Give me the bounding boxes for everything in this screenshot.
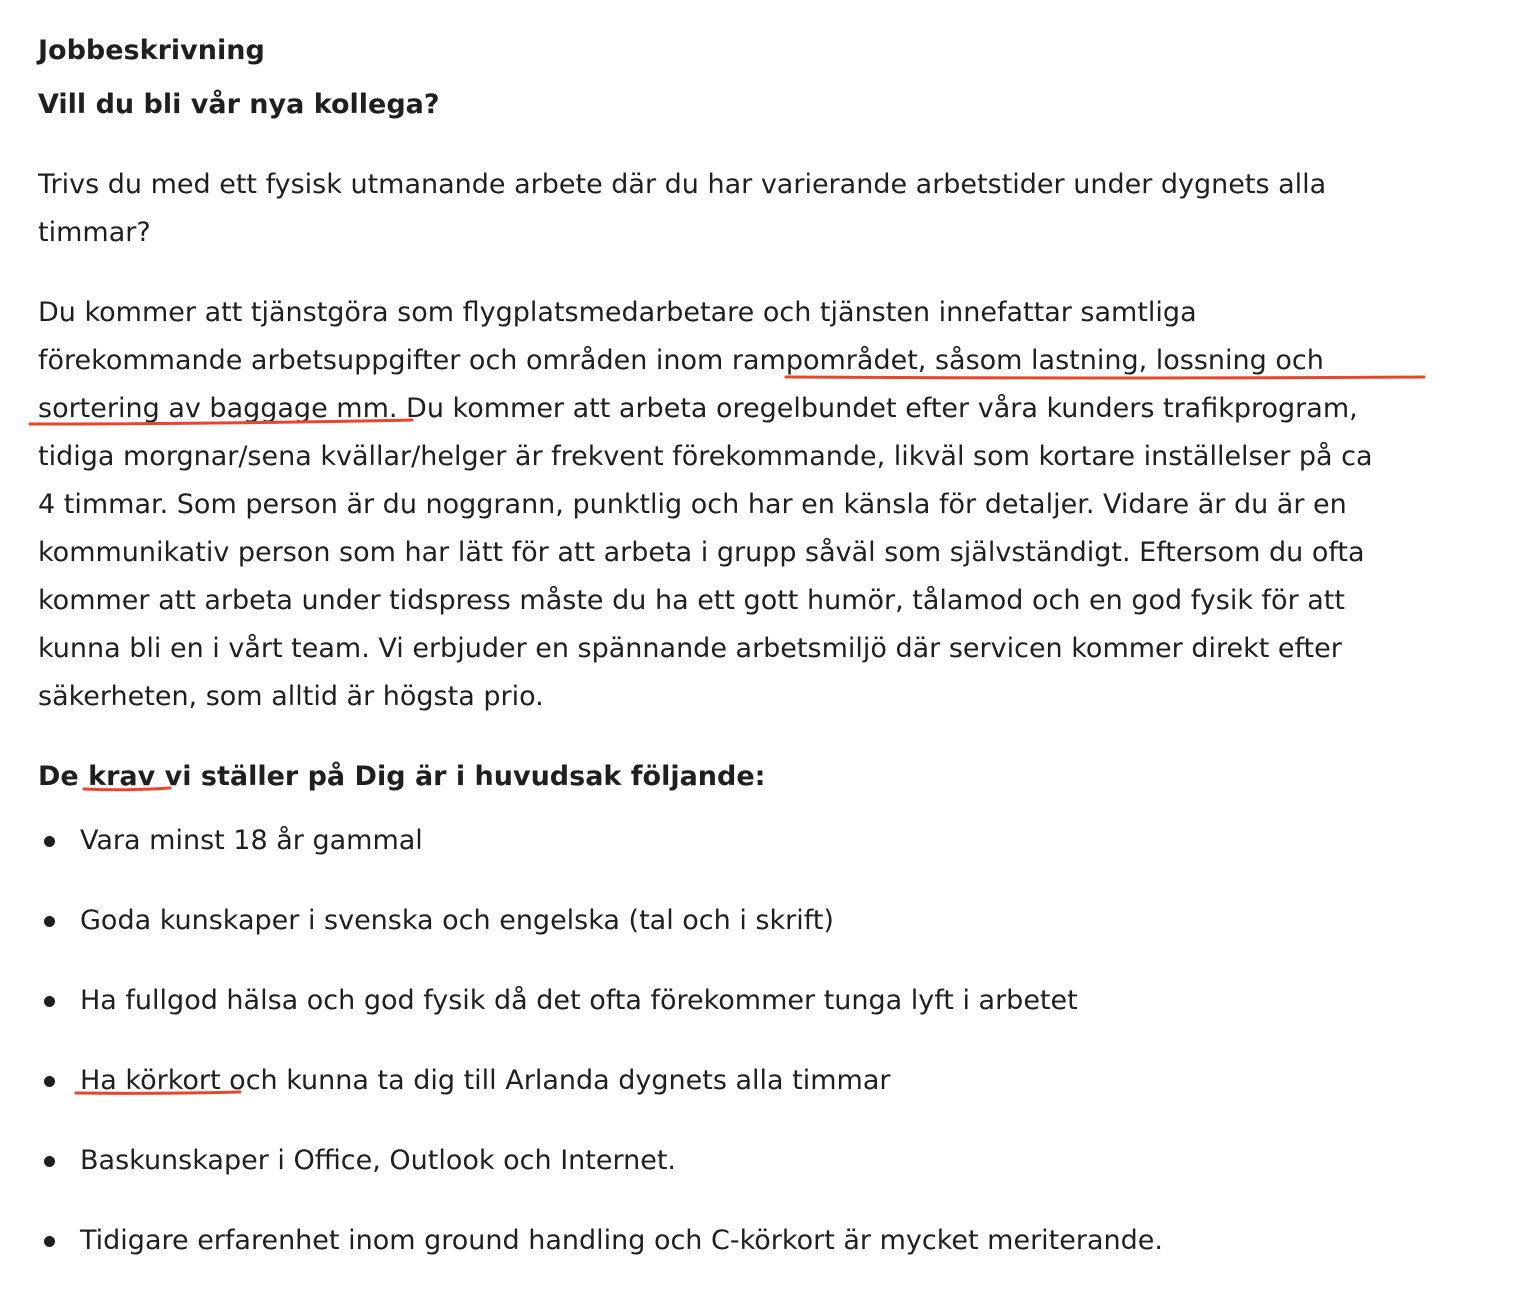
bullet-icon (44, 1076, 55, 1087)
bullet-icon (44, 916, 55, 927)
bullet-icon (44, 1236, 55, 1247)
text-line: 4 timmar. Som person är du noggrann, punktlig och har en känsla för detaljer. Vidare är du är en (38, 489, 1347, 520)
text-line: kommer att arbeta under tidspress måste du ha ett gott humör, tålamod och en god fysik för att (38, 585, 1345, 616)
section-heading: Jobbeskrivning (38, 35, 265, 66)
list-item-text: Ha fullgod hälsa och god fysik då det ofta förekommer tunga lyft i arbetet (80, 985, 1078, 1016)
section-subheading: Vill du bli vår nya kollega? (38, 89, 440, 120)
list-item-text: Goda kunskaper i svenska och engelska (tal och i skrift) (80, 905, 834, 936)
text-line: säkerheten, som alltid är högsta prio. (38, 681, 544, 712)
text-line: förekommande arbetsuppgifter och områden inom rampområdet, såsom lastning, lossning och (38, 345, 1324, 376)
list-item-text: Ha körkort och kunna ta dig till Arlanda dygnets alla timmar (80, 1065, 891, 1096)
text-line: kunna bli en i vårt team. Vi erbjuder en spännande arbetsmiljö där servicen kommer direkt efter (38, 633, 1342, 664)
text-line: Du kommer att tjänstgöra som flygplatsmedarbetare och tjänsten innefattar samtliga (38, 297, 1197, 328)
list-item-text: Baskunskaper i Office, Outlook och Internet. (80, 1145, 676, 1176)
text-line: timmar? (38, 217, 151, 248)
bullet-icon (44, 1156, 55, 1167)
bullet-icon (44, 836, 55, 847)
requirements-heading: De krav vi ställer på Dig är i huvudsak följande: (38, 761, 766, 792)
text-line: sortering av baggage mm. Du kommer att arbeta oregelbundet efter våra kunders trafikprogram, (38, 393, 1358, 424)
list-item-text: Tidigare erfarenhet inom ground handling och C-körkort är mycket meriterande. (80, 1225, 1163, 1256)
text-line: Trivs du med ett fysisk utmanande arbete där du har varierande arbetstider under dygnets alla (38, 169, 1327, 200)
bullet-icon (44, 996, 55, 1007)
text-line: tidiga morgnar/sena kvällar/helger är frekvent förekommande, likväl som kortare inställelser på ca (38, 441, 1373, 472)
text-line: kommunikativ person som har lätt för att arbeta i grupp såväl som självständigt. Eftersom du ofta (38, 537, 1365, 568)
list-item-text: Vara minst 18 år gammal (80, 825, 423, 856)
